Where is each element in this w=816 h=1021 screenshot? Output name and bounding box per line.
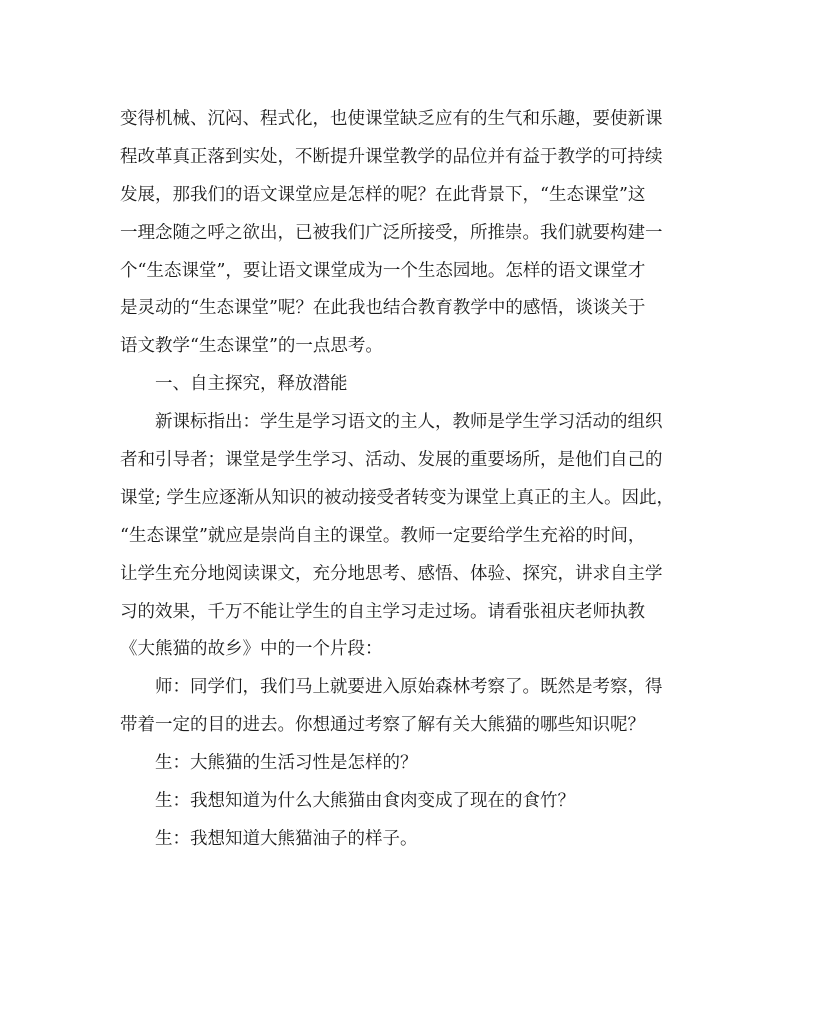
text-line: 生：我想知道为什么大熊猫由食肉变成了现在的食竹？ bbox=[155, 791, 575, 812]
text-line: 新课标指出：学生是学习语文的主人，教师是学生学习活动的组织 bbox=[155, 412, 663, 433]
text-line: 生：我想知道大熊猫油子的样子。 bbox=[155, 828, 418, 849]
section-heading bbox=[120, 366, 700, 404]
text-line: 师：同学们，我们马上就要进入原始森林考察了。既然是考察，得 bbox=[155, 677, 663, 698]
text-line: 一理念随之呼之欲出，已被我们广泛所接受，所推崇。我们就要构建一 bbox=[120, 222, 663, 243]
text-line: 程改革真正落到实处，不断提升课堂教学的品位并有益于教学的可持续 bbox=[120, 146, 663, 167]
text-line: 语文教学“生态课堂”的一点思考。 bbox=[120, 336, 383, 357]
text-line: 习的效果，千万不能让学生的自主学习走过场。请看张祖庆老师执教 bbox=[120, 601, 645, 622]
paragraph-teacher bbox=[120, 669, 700, 745]
text-line: 让学生充分地阅读课文，充分地思考、感悟、体验、探究，讲求自主学 bbox=[120, 563, 663, 584]
paragraph-student-1 bbox=[120, 745, 700, 783]
text-line: 发展，那我们的语文课堂应是怎样的呢？在此背景下，“生态课堂”这 bbox=[120, 184, 646, 205]
text-line: 是灵动的“生态课堂”呢？在此我也结合教育教学中的感悟，谈谈关于 bbox=[120, 298, 646, 319]
text-line: 课堂; 学生应逐渐从知识的被动接受者转变为课堂上真正的主人。因此， bbox=[120, 487, 674, 508]
document-body bbox=[120, 101, 700, 859]
text-line: 《大熊猫的故乡》中的一个片段： bbox=[120, 639, 383, 660]
paragraph-student-2 bbox=[120, 783, 700, 821]
text-line: 生：大熊猫的生活习性是怎样的？ bbox=[155, 753, 418, 774]
text-line: 变得机械、沉闷、程式化，也使课堂缺乏应有的生气和乐趣，要使新课 bbox=[120, 109, 663, 129]
heading-line: 一、自主探究，释放潜能 bbox=[155, 374, 348, 395]
paragraph-curriculum bbox=[120, 404, 700, 669]
text-line: “生态课堂”就应是崇尚自主的课堂。教师一定要给学生充裕的时间， bbox=[120, 525, 646, 546]
text-line: 带着一定的目的进去。你想通过考察了解有关大熊猫的哪些知识呢？ bbox=[120, 715, 645, 736]
paragraph-intro bbox=[120, 101, 700, 366]
paragraph-student-3 bbox=[120, 821, 700, 859]
text-line: 者和引导者；课堂是学生学习、活动、发展的重要场所，是他们自己的 bbox=[120, 450, 663, 471]
text-line: 个“生态课堂”，要让语文课堂成为一个生态园地。怎样的语文课堂才 bbox=[120, 260, 646, 281]
